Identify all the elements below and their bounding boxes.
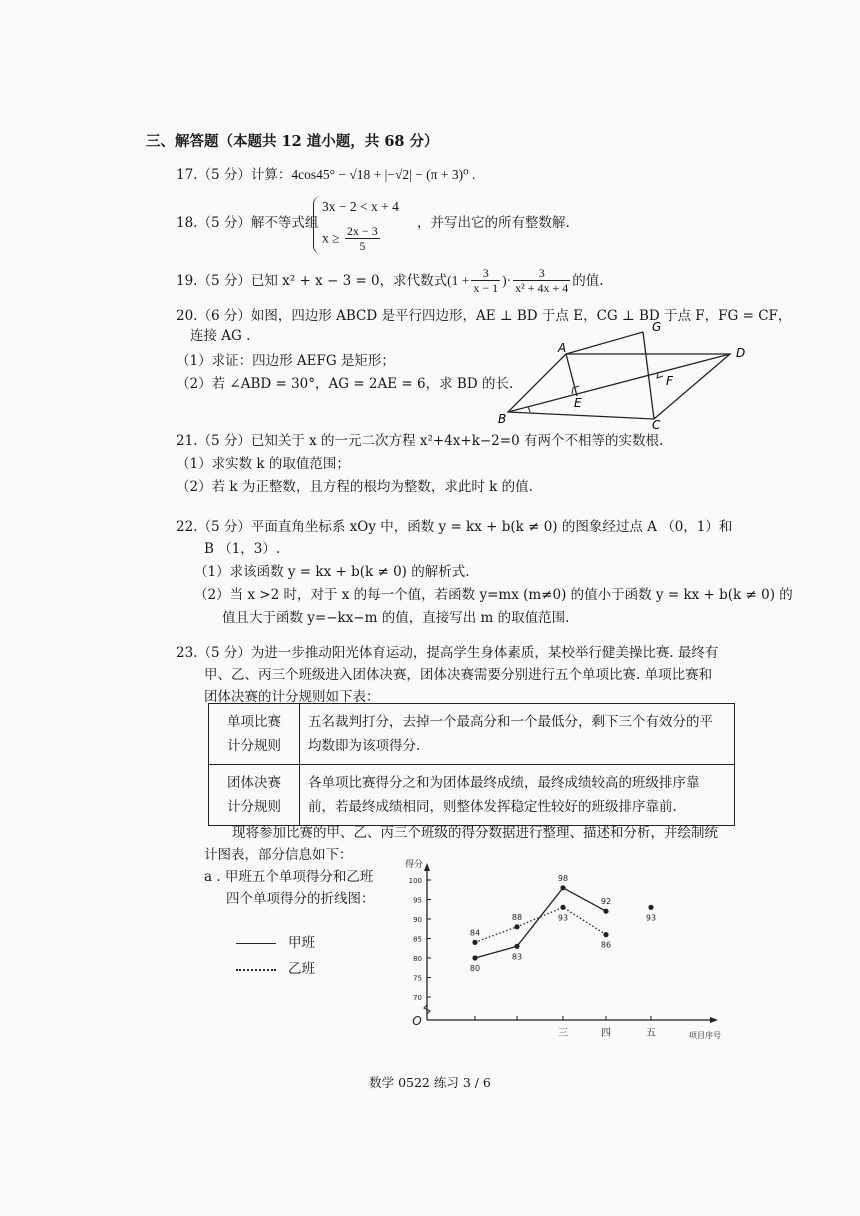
data-label: 80	[469, 964, 481, 973]
q19-f1-den: x − 1	[473, 281, 499, 295]
right-angle-f	[657, 373, 663, 378]
rule-body-line: 五名裁判打分，去掉一个最高分和一个最低分，剩下三个有效分的平	[308, 714, 713, 730]
x-tick-label: 四	[601, 1028, 611, 1039]
series-jia-point	[603, 909, 608, 914]
q17-expression: 4cos45° − √18 + |−√2| − (π + 3)⁰ .	[291, 167, 476, 182]
q18-frac-den: 5	[359, 239, 366, 253]
q18-label: 18.（5 分）解不等式组	[176, 215, 319, 231]
rule-body-cell	[300, 704, 735, 765]
q22-sub2a: （2）当 x >2 时，对于 x 的每一个值，若函数 y=mx (m≠0) 的值小于函数 y = kx + b(k ≠ 0) 的	[194, 587, 793, 603]
series-yi-line	[475, 907, 606, 942]
q23-part-a2: 四个单项得分的折线图：	[226, 891, 375, 907]
y-axis-arrow	[424, 863, 430, 871]
data-label: 93	[557, 913, 569, 923]
y-tick-label: 95	[413, 896, 422, 905]
q19-tail: 的值.	[572, 272, 604, 289]
label-d: D	[736, 346, 746, 360]
x-tick-label: 三	[558, 1028, 568, 1039]
data-label: 92	[600, 897, 612, 907]
q18-fraction	[345, 224, 380, 253]
q23-line3: 团体决赛的计分规则如下表：	[204, 689, 380, 705]
q20-sub2: （2）若 ∠ABD = 30°，AG = 2AE = 6，求 BD 的长.	[176, 376, 514, 392]
q23-line1: 23.（5 分）为进一步推动阳光体育运动，提高学生身体素质，某校举行健美操比赛. 最终有	[176, 645, 719, 661]
q18-frac-num: 2x − 3	[346, 224, 378, 238]
q23-line2: 甲、乙、丙三个班级进入团体决赛，团体决赛需要分别进行五个单项比赛. 单项比赛和	[204, 667, 713, 683]
rule-head-line: 计分规则	[227, 738, 281, 754]
origin-label: O	[412, 1014, 422, 1028]
series-yi-point	[514, 924, 519, 929]
q20-line2: 连接 AG .	[190, 328, 251, 344]
q19-f2-den: x² + 4x + 4	[515, 281, 569, 295]
label-c: C	[652, 418, 661, 430]
q20-sub1: （1）求证：四边形 AEFG 是矩形；	[176, 353, 395, 369]
legend-yi-label: 乙班	[288, 961, 315, 977]
q23-after1: 现将参加比赛的甲、乙、丙三个班级的得分数据进行整理、描述和分析，并绘制统	[232, 825, 718, 841]
q23-after2: 计图表，部分信息如下：	[204, 847, 353, 863]
series-yi-point	[560, 905, 565, 910]
rule-body-line: 各单项比赛得分之和为团体最终成绩，最终成绩较高的班级排序靠	[308, 775, 700, 791]
table-row	[209, 704, 735, 765]
q22-sub2b: 值且大于函数 y=−kx−m 的值，直接写出 m 的取值范围.	[222, 610, 570, 626]
parallelogram-abcd	[508, 354, 730, 419]
series-jia-point	[560, 885, 565, 890]
q21-sub2: （2）若 k 为正整数，且方程的根均为整数，求此时 k 的值.	[176, 479, 533, 495]
y-tick-label: 85	[413, 935, 422, 944]
rule-body-line: 均数即为该项得分.	[308, 738, 421, 754]
q22-line1: 22.（5 分）平面直角坐标系 xOy 中，函数 y = kx + b(k ≠ 0) 的图象经过点 A （0，1）和	[176, 519, 733, 535]
x-tick-label: 五	[646, 1028, 656, 1039]
label-a: A	[558, 341, 567, 355]
label-g: G	[652, 320, 662, 334]
legend-jia-label: 甲班	[288, 935, 315, 951]
q19-f2-num: 3	[513, 266, 570, 281]
q18-brace	[313, 196, 322, 254]
rule-head-cell	[209, 704, 300, 765]
data-label: 84	[469, 928, 481, 938]
y-tick-label: 90	[413, 916, 422, 924]
q22-sub1: （1）求该函数 y = kx + b(k ≠ 0) 的解析式.	[194, 564, 470, 580]
data-label: 86	[600, 940, 612, 950]
rule-body-line: 前，若最终成绩相同，则整体发挥稳定性较好的班级排序靠前.	[308, 799, 677, 815]
q22-line2: B （1，3）.	[204, 541, 281, 557]
y-tick-label: 100	[408, 877, 422, 885]
question-17	[176, 166, 475, 184]
data-label: 88	[511, 912, 523, 922]
q19-fraction-2	[513, 266, 570, 295]
y-tick-label: 70	[413, 994, 422, 1002]
y-tick-label: 80	[413, 955, 422, 963]
angle-mark-b	[528, 407, 530, 412]
q18-line2-left: x ≥	[322, 230, 340, 246]
series-yi-point	[603, 932, 608, 937]
series-jia-point	[472, 955, 477, 960]
series-jia-point	[648, 905, 653, 910]
q17-label: 17.（5 分）计算：	[176, 167, 292, 183]
segment-cg	[643, 332, 654, 419]
rule-head-line: 团体决赛	[227, 775, 281, 791]
label-e: E	[574, 396, 582, 410]
data-label: 83	[511, 952, 523, 962]
legend-solid-swatch	[236, 943, 276, 944]
q19-fraction-1	[471, 266, 500, 295]
label-b: B	[498, 412, 507, 426]
parallelogram-figure	[490, 315, 760, 430]
legend-yi	[236, 960, 315, 978]
x-axis-arrow	[710, 1017, 718, 1023]
q21-sub1: （1）求实数 k 的取值范围；	[176, 456, 350, 472]
data-label: 93	[645, 913, 657, 923]
rule-head-line: 单项比赛	[227, 714, 281, 730]
scoring-rules-table	[208, 703, 735, 826]
q23-part-a1: a . 甲班五个单项得分和乙班	[204, 869, 374, 885]
data-label: 98	[557, 873, 569, 883]
score-line-chart	[405, 855, 725, 1040]
q18-inequality-2	[322, 224, 382, 253]
q19-part1: (1 +	[447, 272, 470, 288]
rule-head-line: 计分规则	[227, 799, 281, 815]
segment-ag	[566, 332, 643, 354]
page-footer: 数学 0522 练习 3 / 6	[369, 1075, 491, 1090]
legend-dotted-swatch	[236, 969, 276, 971]
rule-body-cell	[300, 765, 735, 826]
table-row	[209, 765, 735, 826]
q19-label: 19.（5 分）已知 x² + x − 3 = 0，求代数式	[176, 272, 448, 289]
q19-f1-num: 3	[471, 266, 500, 281]
rule-head-cell	[209, 765, 300, 826]
series-jia-line	[475, 888, 606, 958]
x-axis-label: 项目序号	[689, 1031, 721, 1040]
y-axis-label: 得分	[405, 860, 423, 870]
question-19	[176, 266, 604, 295]
legend-jia	[236, 934, 315, 952]
segment-ae	[566, 354, 577, 396]
series-jia-point	[514, 944, 519, 949]
y-tick-label: 75	[413, 974, 422, 983]
q20-line1: 20.（6 分）如图，四边形 ABCD 是平行四边形，AE ⊥ BD 于点 E，CG ⊥ BD 于点 F，FG = CF，	[176, 308, 792, 324]
q18-inequality-1: 3x − 2 < x + 4	[322, 199, 399, 214]
label-f: F	[666, 374, 673, 388]
q21-line1: 21.（5 分）已知关于 x 的一元二次方程 x²+4x+k−2=0 有两个不相等的实数根.	[176, 433, 664, 449]
q18-tail: ，并写出它的所有整数解.	[417, 215, 570, 231]
q19-part2: )·	[502, 272, 512, 288]
series-yi-point	[472, 940, 477, 945]
section-title: 三、解答题（本题共 12 道小题，共 68 分）	[146, 133, 439, 150]
